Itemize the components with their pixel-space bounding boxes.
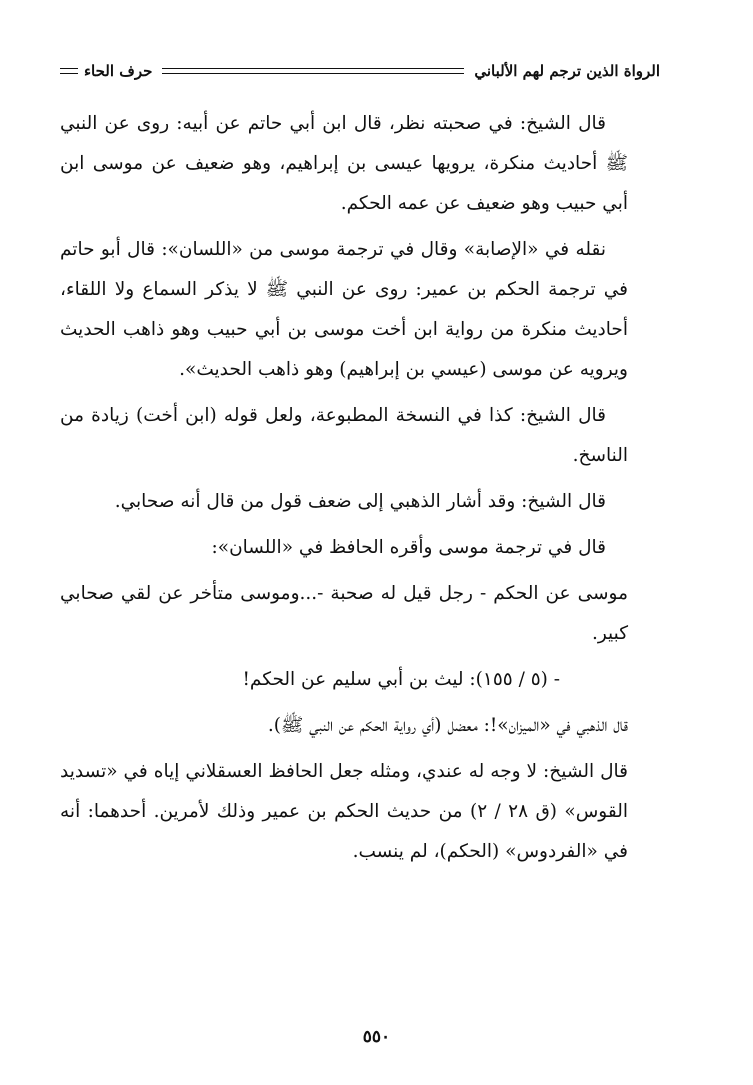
page-number: ٥٥٠ <box>362 1027 391 1047</box>
paragraph: قال الشيخ: وقد أشار الذهبي إلى ضعف قول من قال أنه صحابي. <box>114 491 606 512</box>
book-title: الرواة الذين ترجم لهم الألباني <box>474 62 660 80</box>
running-head <box>60 56 660 86</box>
paragraph: قال الشيخ: لا وجه له عندي، ومثله جعل الحافظ العسقلاني إياه في «تسديد القوس» (ق ٢٨ / ٢) من حديث الحكم بن عمير وذلك لأمرين. أحدهما: أنه في «الفردوس» (الحكم)، لم ينسب. <box>60 761 628 862</box>
paragraph: موسى عن الحكم - رجل قيل له صحبة -...وموسى متأخر عن لقي صحابي كبير. <box>60 583 628 644</box>
header-short-rule <box>60 68 78 74</box>
paragraph: - (٥ / ١٥٥): ليث بن أبي سليم عن الحكم! <box>242 669 560 690</box>
body-text <box>60 104 628 872</box>
header-double-rule <box>162 68 464 74</box>
paragraph: قال الذهبي في «الميزان»!: معضل (أي رواية الحكم عن النبي ﷺ). <box>267 715 628 736</box>
running-head-section-group <box>60 62 152 80</box>
paragraph: قال في ترجمة موسى وأقره الحافظ في «اللسان»: <box>211 537 606 558</box>
running-head-title-group <box>474 62 660 80</box>
paragraph: نقله في «الإصابة» وقال في ترجمة موسى من «اللسان»: قال أبو حاتم في ترجمة الحكم بن عمير: روى عن النبي ﷺ لا يذكر السماع ولا اللقاء، أحاديث منكرة من رواية ابن أخت موسى بن أبي حبيب وهو ذاهب الحديث ويرويه عن موسى (عيسي بن إبراهيم) وهو ذاهب الحديث». <box>60 239 628 380</box>
paragraph: قال الشيخ: في صحبته نظر، قال ابن أبي حاتم عن أبيه: روى عن النبي ﷺ أحاديث منكرة، يرويها عيسى بن إبراهيم، وهو ضعيف عن موسى ابن أبي حبيب وهو ضعيف عن عمه الحكم. <box>60 113 628 214</box>
paragraph: قال الشيخ: كذا في النسخة المطبوعة، ولعل قوله (ابن أخت) زيادة من الناسخ. <box>60 405 628 466</box>
section-title: حرف الحاء <box>84 62 153 80</box>
